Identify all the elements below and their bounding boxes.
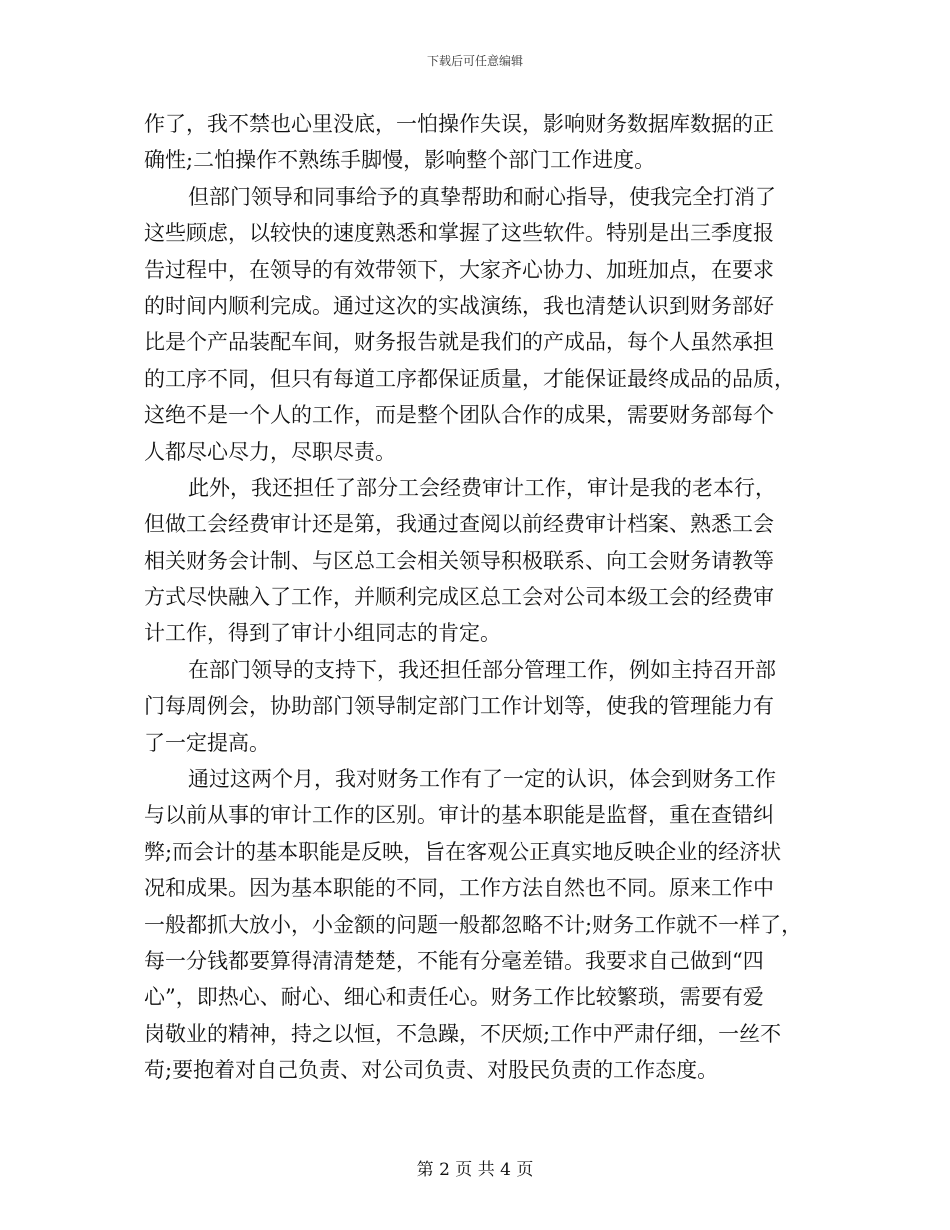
- text-line: 此外，我还担任了部分工会经费审计工作，审计是我的老本行，: [188, 475, 776, 500]
- text-line: 通过这两个月，我对财务工作有了一定的认识，体会到财务工作: [188, 767, 776, 792]
- text-line: 确性;二怕操作不熟练手脚慢，影响整个部门工作进度。: [144, 148, 656, 173]
- text-line: 在部门领导的支持下，我还担任部分管理工作，例如主持召开部: [188, 657, 776, 682]
- paragraph: [144, 106, 814, 179]
- text-line: 比是个产品装配车间，财务报告就是我们的产成品，每个人虽然承担: [144, 330, 774, 355]
- paragraph: [144, 652, 814, 761]
- text-line: 作了，我不禁也心里没底，一怕操作失误，影响财务数据库数据的正: [144, 112, 774, 136]
- text-line: 每一分钱都要算得清清楚楚，不能有分毫差错。我要求自己做到“四: [144, 948, 764, 973]
- text-line: 告过程中，在领导的有效带领下，大家齐心协力、加班加点，在要求: [144, 257, 774, 282]
- text-line: 一般都抓大放小，小金额的问题一般都忽略不计;财务工作就不一样了，: [144, 912, 803, 937]
- paragraph: [144, 179, 814, 470]
- text-line: 方式尽快融入了工作，并顺利完成区总工会对公司本级工会的经费审: [144, 585, 774, 610]
- paragraph: [144, 761, 814, 1089]
- page-header: 下载后可任意编辑: [426, 54, 523, 68]
- text-line: 这些顾虑，以较快的速度熟悉和掌握了这些软件。特别是出三季度报: [144, 221, 774, 246]
- text-line: 门每周例会，协助部门领导制定部门工作计划等，使我的管理能力有: [144, 694, 774, 719]
- document-body: [144, 106, 814, 1089]
- text-line: 苟;要抱着对自己负责、对公司负责、对股民负责的工作态度。: [144, 1058, 719, 1083]
- paragraph: [144, 470, 814, 652]
- text-line: 人都尽心尽力，尽职尽责。: [144, 439, 396, 464]
- text-line: 但部门领导和同事给予的真挚帮助和耐心指导，使我完全打消了: [188, 184, 776, 209]
- text-line: 了一定提高。: [144, 730, 270, 755]
- page-footer: 第 2 页 共 4 页: [416, 1160, 534, 1180]
- text-line: 弊;而会计的基本职能是反映，旨在客观公正真实地反映企业的经济状: [144, 839, 782, 864]
- text-line: 相关财务会计制、与区总工会相关领导积极联系、向工会财务请教等: [144, 548, 774, 573]
- text-line: 的工序不同，但只有每道工序都保证质量，才能保证最终成品的品质，: [144, 366, 795, 391]
- text-line: 与以前从事的审计工作的区别。审计的基本职能是监督，重在查错纠: [144, 803, 774, 828]
- text-line: 岗敬业的精神，持之以恒，不急躁，不厌烦;工作中严肃仔细，一丝不: [144, 1021, 782, 1046]
- text-line: 心”，即热心、耐心、细心和责任心。财务工作比较繁琐，需要有爱: [144, 985, 764, 1010]
- text-line: 但做工会经费审计还是第，我通过查阅以前经费审计档案、熟悉工会: [144, 512, 774, 537]
- text-line: 计工作，得到了审计小组同志的肯定。: [144, 621, 501, 646]
- text-line: 的时间内顺利完成。通过这次的实战演练，我也清楚认识到财务部好: [144, 293, 774, 318]
- text-line: 这绝不是一个人的工作，而是整个团队合作的成果，需要财务部每个: [144, 403, 774, 428]
- text-line: 况和成果。因为基本职能的不同，工作方法自然也不同。原来工作中: [144, 876, 774, 901]
